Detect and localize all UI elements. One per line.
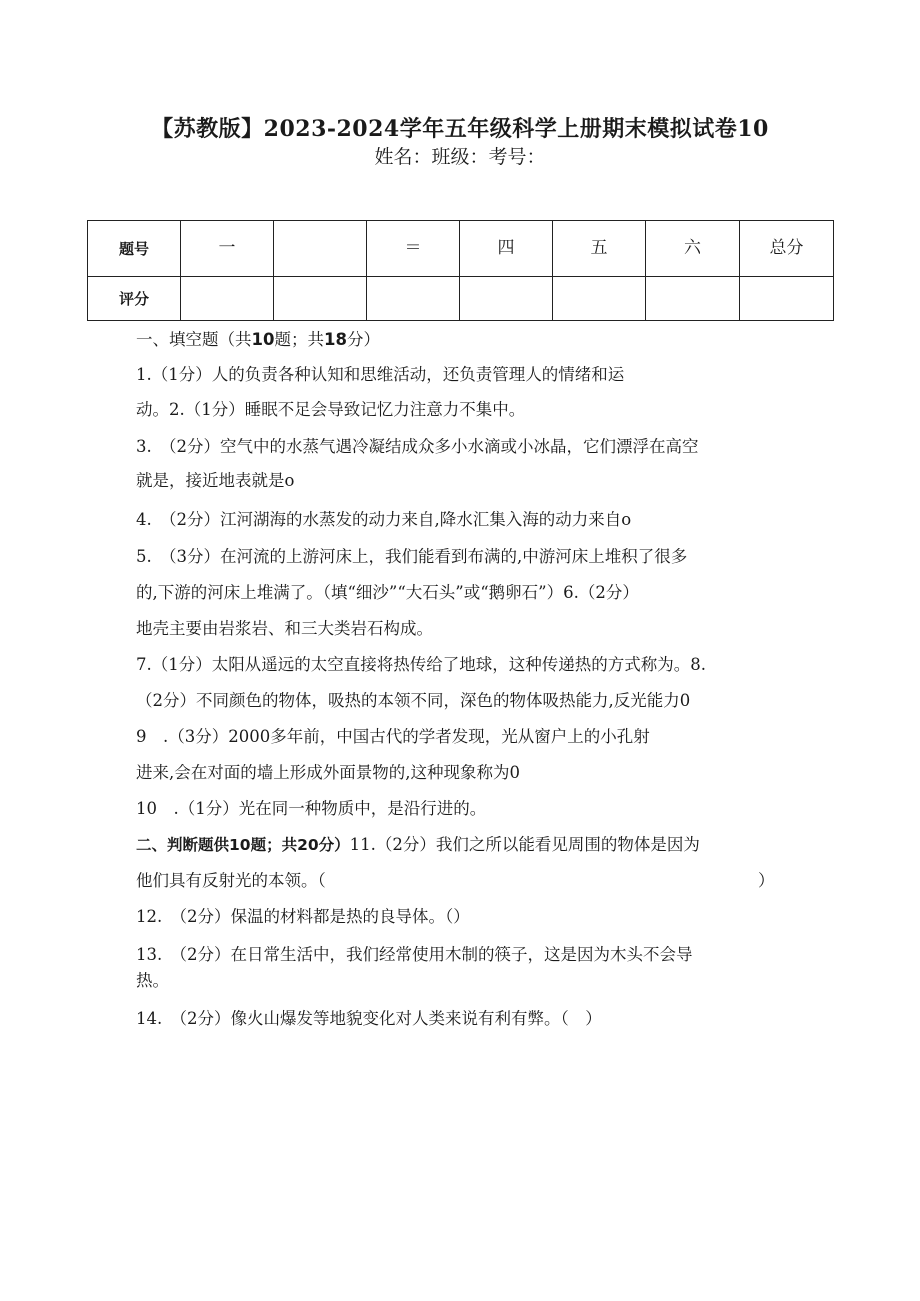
question-line: 13. （2分）在日常生活中，我们经常使用木制的筷子，这是因为木头不会导	[136, 945, 693, 964]
table-cell-section-2	[274, 221, 367, 277]
score-entry-cell[interactable]	[460, 277, 553, 321]
table-cell-section-6: 六	[646, 221, 740, 277]
question-line: 14. （2分）像火山爆发等地貌变化对人类来说有利有弊。（ ）	[136, 1009, 602, 1028]
question-line: 7.（1分）太阳从遥远的太空直接将热传给了地球，这种传递热的方式称为。8.	[136, 655, 706, 674]
question-line: 热。	[136, 971, 169, 990]
question-line: 4. （2分）江河湖海的水蒸发的动力来自,降水汇集入海的动力来自o	[136, 510, 632, 529]
section-2-heading	[136, 834, 700, 856]
question-line: 1.（1分）人的负责各种认知和思维活动，还负责管理人的情绪和运	[136, 365, 625, 384]
question-line: 9 .（3分）2000多年前，中国古代的学者发现，光从窗户上的小孔射	[136, 727, 650, 746]
answer-bracket-close: ）	[758, 871, 775, 890]
table-cell-section-5: 五	[553, 221, 646, 277]
section-2-title: 二、判断题供10题；共20分）	[136, 836, 350, 854]
table-row	[88, 277, 834, 321]
heading-text: 分）	[346, 330, 380, 349]
question-line	[136, 870, 776, 892]
page-title: 【苏教版】2023-2024学年五年级科学上册期末模拟试卷10	[151, 116, 769, 142]
question-line: 5. （3分）在河流的上游河床上，我们能看到布满的,中游河床上堆积了很多	[136, 547, 688, 566]
question-line: 3. （2分）空气中的水蒸气遇冷凝结成众多小水滴或小冰晶，它们漂浮在高空	[136, 437, 699, 456]
table-cell-question-number-label: 题号	[88, 221, 181, 277]
question-line: 12. （2分）保温的材料都是热的良导体。（）	[136, 907, 470, 926]
score-entry-cell[interactable]	[367, 277, 460, 321]
total-points: 18	[323, 330, 347, 349]
table-cell-score-label: 评分	[88, 277, 181, 321]
table-cell-total: 总分	[740, 221, 834, 277]
question-text: 他们具有反射光的本领。（	[136, 871, 326, 890]
table-cell-section-1: 一	[181, 221, 274, 277]
question-line: （2分）不同颜色的物体，吸热的本领不同，深色的物体吸热能力,反光能力0	[136, 691, 691, 710]
question-text: 11.（2分）我们之所以能看见周围的物体是因为	[349, 835, 700, 854]
score-entry-cell[interactable]	[553, 277, 646, 321]
question-line: 的,下游的河床上堆满了。（填“细沙”“大石头”或“鹅卵石”）6.（2分）	[136, 583, 639, 602]
score-entry-cell[interactable]	[646, 277, 740, 321]
score-entry-cell[interactable]	[181, 277, 274, 321]
table-cell-section-4: 四	[460, 221, 553, 277]
score-entry-cell[interactable]	[274, 277, 367, 321]
question-line: 地壳主要由岩浆岩、和三大类岩石构成。	[136, 619, 433, 638]
question-count: 10	[251, 330, 275, 349]
question-line: 动。2.（1分）睡眠不足会导致记忆力注意力不集中。	[136, 400, 526, 419]
heading-text: 题；共	[274, 330, 324, 349]
heading-text: 一、填空题（共	[136, 330, 252, 349]
student-info-line: 姓名：班级：考号：	[374, 146, 546, 168]
question-line: 10 .（1分）光在同一种物质中，是沿行进的。	[136, 799, 487, 818]
score-table	[87, 220, 834, 321]
table-row	[88, 221, 834, 277]
table-cell-section-3: ＝	[367, 221, 460, 277]
score-entry-cell[interactable]	[740, 277, 834, 321]
question-line: 就是，接近地表就是o	[136, 471, 295, 490]
section-1-heading	[136, 329, 380, 351]
question-line: 进来,会在对面的墙上形成外面景物的,这种现象称为0	[136, 763, 520, 782]
